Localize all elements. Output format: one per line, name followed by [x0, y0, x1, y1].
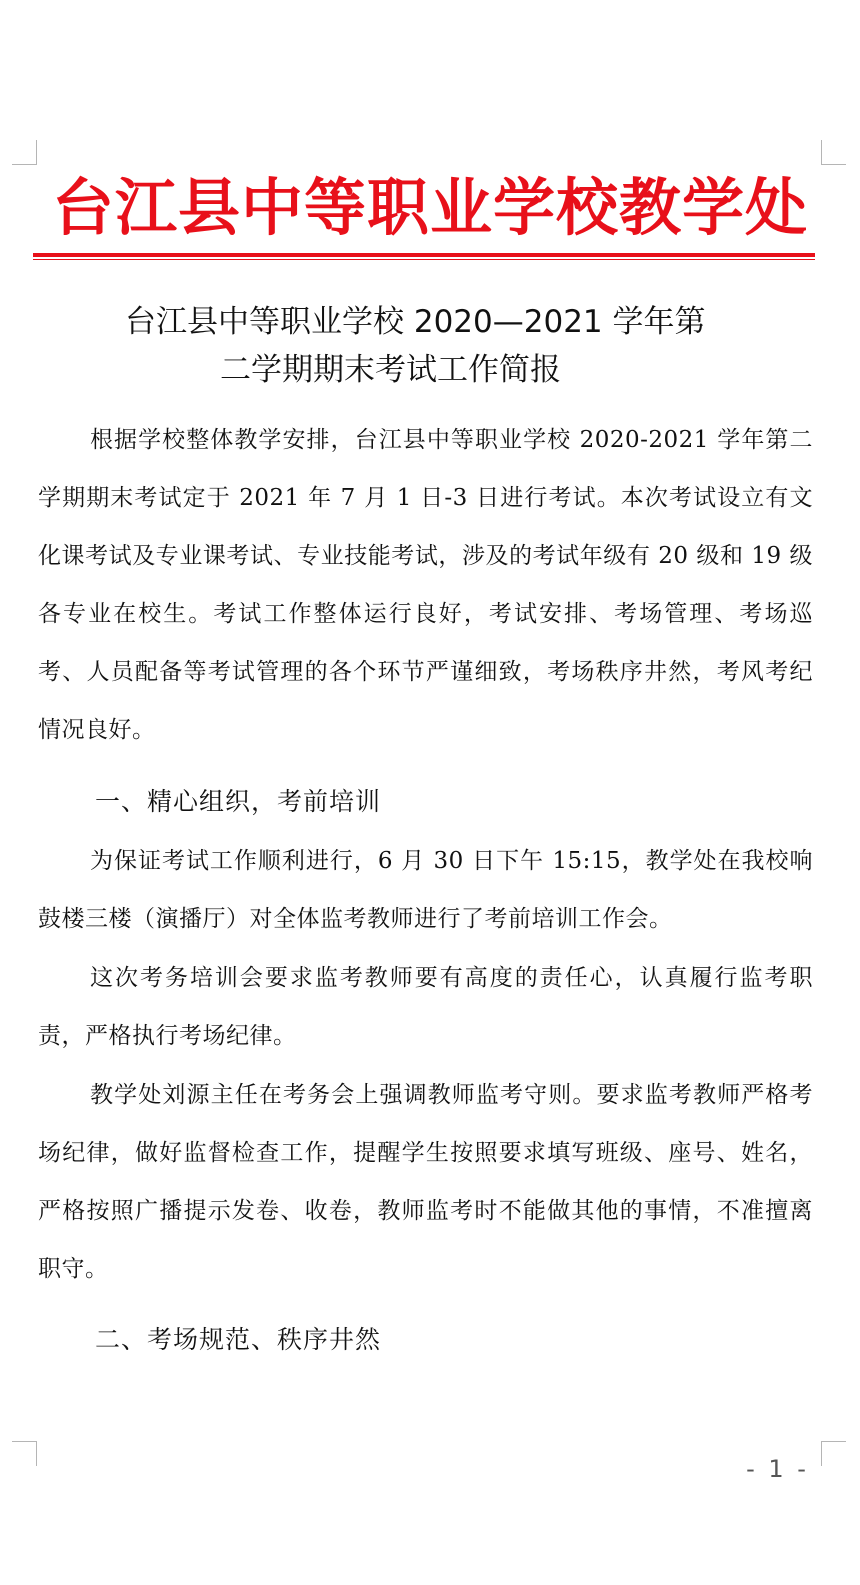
document-title-line-2: 二学期期末考试工作简报 [220, 352, 561, 388]
page-number: - 1 - [746, 1455, 809, 1483]
document-title [60, 298, 820, 394]
document-title-line-1: 台江县中等职业学校 2020—2021 学年第 [125, 304, 706, 340]
page-corner-mark-bottom-right [821, 1441, 846, 1466]
section-heading-2: 二、考场规范、秩序井然 [95, 1325, 382, 1354]
page-corner-mark-top-left [12, 140, 37, 165]
letterhead-title: 台江县中等职业学校教学处 [51, 171, 808, 244]
paragraph-training: 为保证考试工作顺利进行，6 月 30 日下午 15:15，教学处在我校响鼓楼三楼（演播厅）对全体监考教师进行了考前培训工作会。 [38, 848, 813, 932]
page-corner-mark-bottom-left [12, 1441, 37, 1466]
letterhead-rule-thick [33, 253, 815, 257]
section-heading-1: 一、精心组织，考前培训 [95, 787, 382, 816]
paragraph-intro: 根据学校整体教学安排，台江县中等职业学校 2020-2021 学年第二学期期末考试定于 2021 年 7 月 1 日-3 日进行考试。本次考试设立有文化课考试及专业课考试、专业技能考试，涉及的考试年级有 20 级和 19 级各专业在校生。考试工作整体运行良好，考试安排、考场管理、考场巡考、人员配备等考试管理的各个环节严谨细致，考场秩序井然，考风考纪情况良好。 [38, 427, 813, 743]
letterhead-rule-thin [33, 259, 815, 260]
paragraph-requirements: 这次考务培训会要求监考教师要有高度的责任心，认真履行监考职责，严格执行考场纪律。 [38, 965, 813, 1049]
page-corner-mark-top-right [821, 140, 846, 165]
paragraph-director-remarks: 教学处刘源主任在考务会上强调教师监考守则。要求监考教师严格考场纪律，做好监督检查工作，提醒学生按照要求填写班级、座号、姓名，严格按照广播提示发卷、收卷，教师监考时不能做其他的事情，不准擅离职守。 [38, 1082, 813, 1282]
